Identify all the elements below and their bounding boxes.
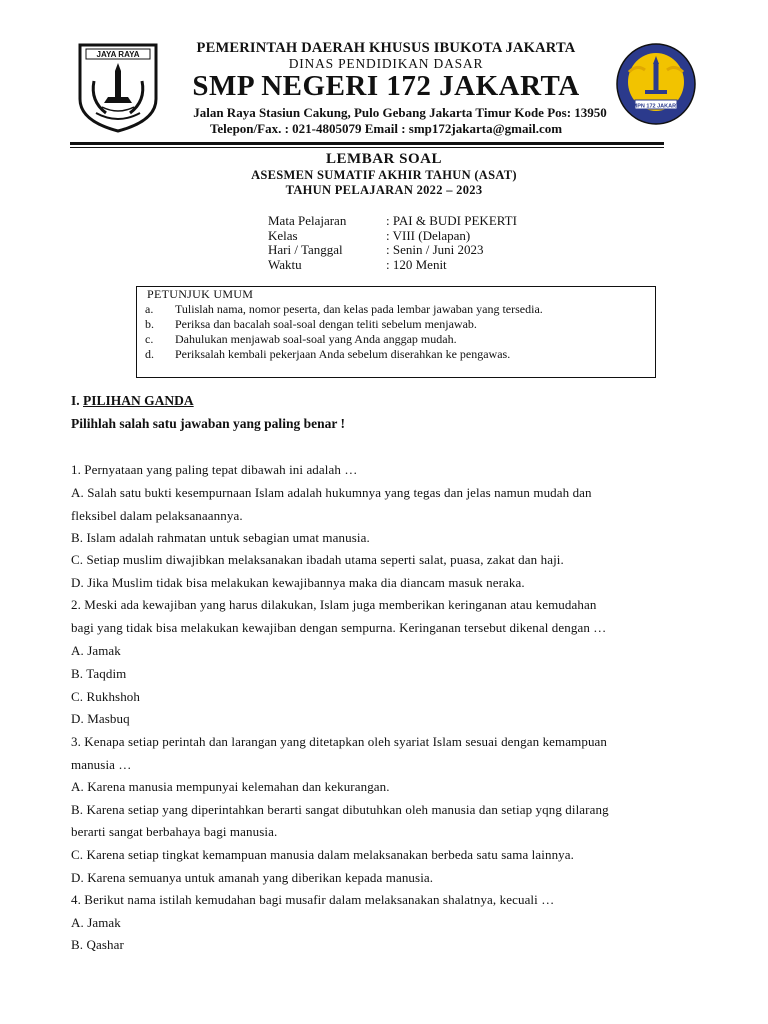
info-label: Kelas — [268, 227, 298, 243]
question-line: A. Karena manusia mempunyai kelemahan dan kekurangan. — [71, 779, 390, 794]
info-row-time — [268, 258, 517, 273]
logo-left-text: JAYA RAYA — [96, 50, 140, 59]
section-instruction: Pilihlah salah satu jawaban yang paling benar ! — [71, 416, 345, 431]
question-line: C. Rukhshoh — [71, 689, 141, 704]
instruction-item — [145, 332, 457, 347]
question-line: D. Karena semuanya untuk amanah yang diberikan kepada manusia. — [71, 870, 434, 885]
section-number: I. — [71, 393, 80, 408]
letterhead-rule-thin — [70, 147, 664, 148]
info-value: : 120 Menit — [386, 256, 447, 272]
section-title: PILIHAN GANDA — [83, 393, 194, 408]
question-line: A. Jamak — [71, 915, 121, 930]
question-line: A. Salah satu bukti kesempurnaan Islam adalah hukumnya yang tegas dan jelas namun mudah dan — [71, 485, 592, 500]
instruction-item — [145, 302, 543, 317]
instruction-marker: a. — [145, 302, 154, 316]
question-line: manusia … — [71, 757, 132, 772]
info-label: Waktu — [268, 256, 302, 272]
question-line: B. Taqdim — [71, 666, 127, 681]
info-value: : VIII (Delapan) — [386, 227, 471, 243]
question-line: berarti sangat berbahaya bagi manusia. — [71, 824, 278, 839]
exam-title: ASESMEN SUMATIF AKHIR TAHUN (ASAT) — [251, 168, 517, 182]
section-heading — [71, 393, 194, 409]
instruction-marker: d. — [145, 347, 154, 361]
school-contact: Telepon/Fax. : 021-4805079 Email : smp172jakarta@gmail.com — [209, 121, 563, 136]
instruction-text: Tulislah nama, nomor peserta, dan kelas pada lembar jawaban yang tersedia. — [175, 302, 543, 316]
academic-year: TAHUN PELAJARAN 2022 – 2023 — [285, 183, 483, 197]
info-row-subject — [268, 214, 517, 229]
instruction-marker: c. — [145, 332, 154, 346]
question-line: C. Karena setiap tingkat kemampuan manusia dalam melaksanakan berbeda satu sama lainnya. — [71, 847, 574, 862]
instruction-text: Dahulukan menjawab soal-soal yang Anda anggap mudah. — [175, 332, 457, 346]
letterhead — [76, 38, 683, 138]
government-name: PEMERINTAH DAERAH KHUSUS IBUKOTA JAKARTA — [196, 40, 576, 56]
logo-right-text: SMPN 172 JAKARTA — [629, 103, 683, 110]
instruction-text: Periksa dan bacalah soal-soal dengan teliti sebelum menjawab. — [175, 317, 477, 331]
question-line: bagi yang tidak bisa melakukan kewajiban dengan sempurna. Keringanan tersebut dikenal dengan … — [71, 620, 607, 635]
question-line: A. Jamak — [71, 643, 121, 658]
question-line: D. Masbuq — [71, 711, 130, 726]
exam-info — [268, 214, 517, 272]
instruction-item — [145, 347, 510, 362]
question-line: C. Setiap muslim diwajibkan melaksanakan ibadah utama seperti salat, puasa, zakat dan haji. — [71, 552, 564, 567]
question-line: B. Qashar — [71, 937, 124, 952]
question-line: D. Jika Muslim tidak bisa melakukan kewajibannya maka dia diancam masuk neraka. — [71, 575, 525, 590]
instruction-marker: b. — [145, 317, 154, 331]
school-name: SMP NEGERI 172 JAKARTA — [192, 70, 580, 102]
question-line: 1. Pernyataan yang paling tepat dibawah ini adalah … — [71, 462, 358, 477]
question-line: fleksibel dalam pelaksanaannya. — [71, 508, 243, 523]
instructions-box — [136, 286, 656, 378]
info-row-class — [268, 229, 517, 244]
sheet-title: LEMBAR SOAL — [326, 151, 442, 167]
question-line: B. Islam adalah rahmatan untuk sebagian umat manusia. — [71, 530, 370, 545]
question-line: 4. Berikut nama istilah kemudahan bagi musafir dalam melaksanakan shalatnya, kecuali … — [71, 892, 555, 907]
question-line: B. Karena setiap yang diperintahkan berarti sangat dibutuhkan oleh manusia dan setiap yqng dilarang — [71, 802, 609, 817]
school-emblem-logo — [615, 42, 697, 126]
instructions-title: PETUNJUK UMUM — [147, 287, 254, 301]
info-row-date — [268, 243, 517, 258]
instruction-text: Periksalah kembali pekerjaan Anda sebelum diserahkan ke pengawas. — [175, 347, 511, 361]
department-name: DINAS PENDIDIKAN DASAR — [288, 56, 484, 71]
instruction-item — [145, 317, 477, 332]
info-label: Mata Pelajaran — [268, 213, 347, 228]
letterhead-rule — [70, 142, 664, 145]
info-value: : Senin / Juni 2023 — [386, 242, 484, 257]
info-value: : PAI & BUDI PEKERTI — [386, 213, 517, 228]
info-label: Hari / Tanggal — [268, 242, 343, 257]
school-address: Jalan Raya Stasiun Cakung, Pulo Gebang Jakarta Timur Kode Pos: 13950 — [193, 105, 607, 120]
question-line: 2. Meski ada kewajiban yang harus dilakukan, Islam juga memberikan keringanan atau kemudahan — [71, 597, 597, 612]
question-line: 3. Kenapa setiap perintah dan larangan yang ditetapkan oleh syariat Islam sesuai dengan kemampuan — [71, 734, 608, 749]
